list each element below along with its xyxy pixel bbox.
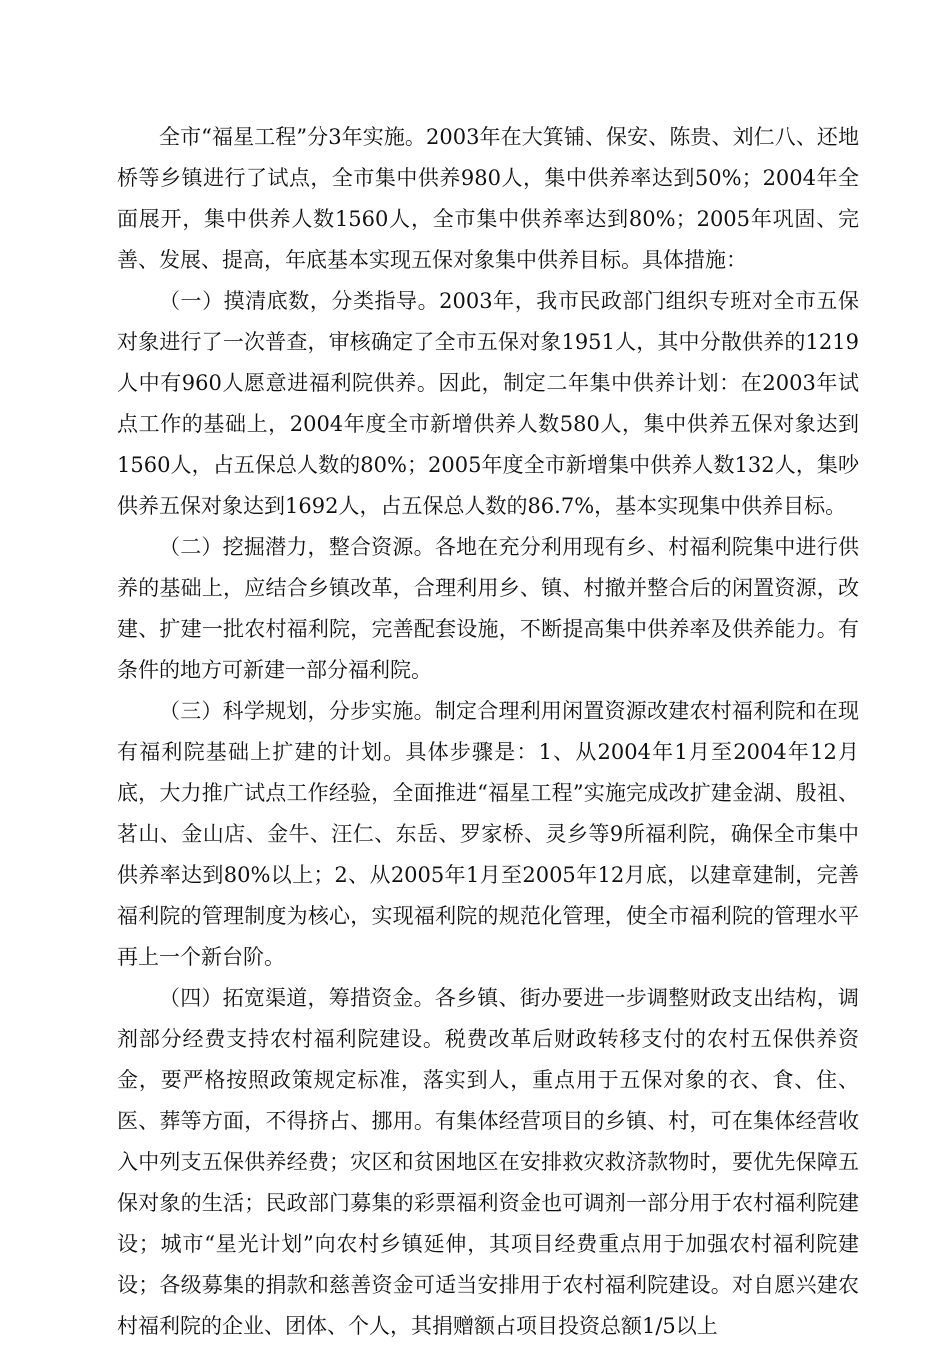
paragraph-measure-3: （三）科学规划，分步实施。制定合理利用闲置资源改建农村福利院和在现有福利院基础上扩建的计划。具体步骤是：1、从2004年1月至2004年12月底，大力推广试点工作经验，全面推进“福星工程”实施完成改扩建金湖、殷祖、茗山、金山店、金牛、汪仁、东岳、罗家桥、灵乡等9所福利院，确保全市集中供养率达到80%以上；2、从2005年1月至2005年12月底，以建章建制，完善福利院的管理制度为核心，实现福利院的规范化管理，使全市福利院的管理水平再上一个新台阶。 bbox=[117, 699, 859, 969]
paragraph-measure-4: （四）拓宽渠道，筹措资金。各乡镇、街办要进一步调整财政支出结构，调剂部分经费支持农村福利院建设。税费改革后财政转移支付的农村五保供养资金，要严格按照政策规定标准，落实到人，重点用于五保对象的衣、食、住、医、葬等方面，不得挤占、挪用。有集体经营项目的乡镇、村，可在集体经营收入中列支五保供养经费；灾区和贫困地区在安排救灾救济款物时，要优先保障五保对象的生活；民政部门募集的彩票福利资金也可调剂一部分用于农村福利院建设；城市“星光计划”向农村乡镇延伸，其项目经费重点用于加强农村福利院建设；各级募集的捐款和慈善资金可适当安排用于农村福利院建设。对自愿兴建农村福利院的企业、团体、个人，其捐赠额占项目投资总额1/5以上 bbox=[117, 986, 859, 1338]
paragraph-measure-2: （二）挖掘潜力，整合资源。各地在充分利用现有乡、村福利院集中进行供养的基础上，应结合乡镇改革，合理利用乡、镇、村撤并整合后的闲置资源，改建、扩建一批农村福利院，完善配套设施，不断提高集中供养率及供养能力。有条件的地方可新建一部分福利院。 bbox=[117, 535, 859, 682]
paragraph-measure-1: （一）摸清底数，分类指导。2003年，我市民政部门组织专班对全市五保对象进行了一次普查，审核确定了全市五保对象1951人，其中分散供养的1219人中有960人愿意进福利院供养。因此，制定二年集中供养计划：在2003年试点工作的基础上，2004年度全市新增供养人数580人，集中供养五保对象达到1560人，占五保总人数的80%；2005年度全市新增集中供养人数132人，集吵供养五保对象达到1692人，占五保总人数的86.7%，基本实现集中供养目标。 bbox=[117, 289, 859, 518]
document-page bbox=[117, 117, 859, 1347]
paragraph-intro: 全市“福星工程”分3年实施。2003年在大箕铺、保安、陈贵、刘仁八、还地桥等乡镇进行了试点，全市集中供养980人，集中供养率达到50%；2004年全面展开，集中供养人数1560人，全市集中供养率达到80%；2005年巩固、完善、发展、提高，年底基本实现五保对象集中供养目标。具体措施： bbox=[117, 125, 859, 272]
